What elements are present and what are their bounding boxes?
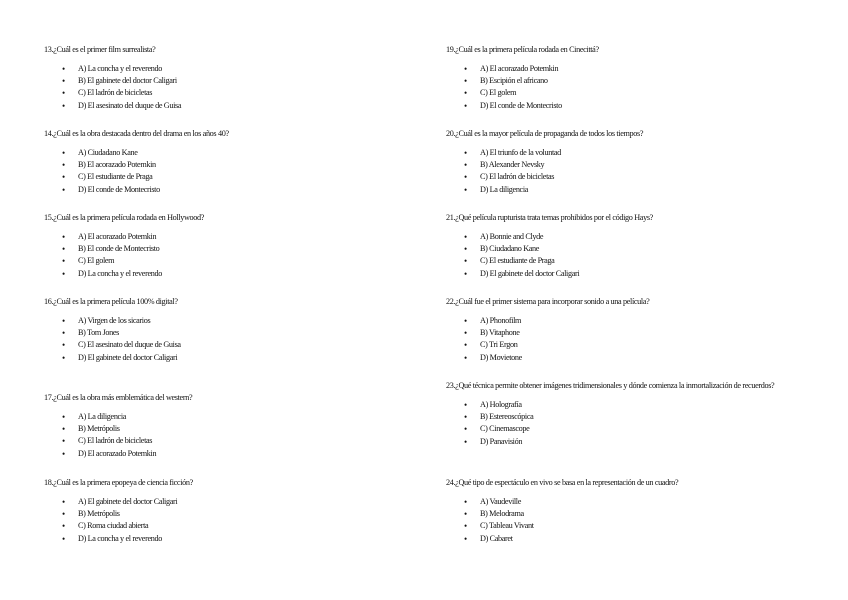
answer-option xyxy=(44,411,404,423)
answer-option-label: A) Holografía xyxy=(480,400,522,409)
question-block xyxy=(44,45,404,112)
bullet-icon: • xyxy=(62,533,65,544)
answer-option-label: C) Tri Ergon xyxy=(480,340,518,350)
question-block xyxy=(446,381,816,448)
answer-option xyxy=(446,496,816,508)
bullet-icon: • xyxy=(464,88,467,99)
question-block xyxy=(44,213,404,280)
bullet-icon: • xyxy=(464,172,467,183)
answer-option xyxy=(446,423,816,435)
question-text: 23.¿Qué técnica permite obtener imágenes tridimensionales y dónde comienza la inmortalización de recuerdos? xyxy=(446,381,775,390)
bullet-icon: • xyxy=(62,184,65,195)
answer-option-label: D) El acorazado Potemkin xyxy=(78,448,157,458)
answer-option-label: D) El gabinete del doctor Caligari xyxy=(480,268,580,278)
answer-option xyxy=(44,159,404,171)
answer-option xyxy=(446,533,816,545)
answer-option-label: D) El asesinato del duque de Guisa xyxy=(78,100,182,110)
answer-option-label: B) Metrópolis xyxy=(78,424,120,434)
answer-option xyxy=(446,75,816,87)
question-text: 13.¿Cuál es el primer film surrealista? xyxy=(44,45,156,54)
answer-option xyxy=(44,243,404,255)
bullet-icon: • xyxy=(464,316,467,326)
bullet-icon: • xyxy=(464,533,467,544)
bullet-icon: • xyxy=(464,268,467,279)
bullet-icon: • xyxy=(464,424,467,435)
bullet-icon: • xyxy=(464,328,467,339)
answer-option xyxy=(446,100,816,112)
answer-option-label: A) Bonnie and Clyde xyxy=(480,232,544,241)
bullet-icon: • xyxy=(62,424,65,435)
answer-option-label: B) El gabinete del doctor Caligari xyxy=(78,76,177,86)
answer-option-label: D) Cabaret xyxy=(480,533,513,543)
answer-option-label: A) El acorazado Potemkin xyxy=(78,232,157,241)
answer-option-label: A) El acorazado Potemkin xyxy=(480,64,559,73)
answer-options-list xyxy=(446,147,816,196)
answer-option xyxy=(44,423,404,435)
bullet-icon: • xyxy=(62,497,65,507)
answer-option xyxy=(44,231,404,243)
question-block xyxy=(446,213,816,280)
bullet-icon: • xyxy=(464,232,467,242)
answer-option-label: A) El triunfo de la voluntad xyxy=(480,148,561,157)
bullet-icon: • xyxy=(464,256,467,267)
bullet-icon: • xyxy=(62,328,65,339)
answer-option-label: C) El golem xyxy=(480,88,517,98)
answer-option xyxy=(446,255,816,267)
question-text: 16.¿Cuál es la primera película 100% digital? xyxy=(44,297,178,306)
bullet-icon: • xyxy=(62,352,65,363)
answer-option-label: A) El gabinete del doctor Caligari xyxy=(78,497,178,506)
answer-option-label: B) Escipión el africano xyxy=(480,76,548,86)
answer-option xyxy=(446,243,816,255)
answer-option xyxy=(44,100,404,112)
bullet-icon: • xyxy=(62,244,65,255)
bullet-icon: • xyxy=(62,509,65,520)
answer-option xyxy=(446,171,816,183)
answer-option xyxy=(446,436,816,448)
answer-option-label: B) Metrópolis xyxy=(78,509,120,519)
answer-options-list xyxy=(446,63,816,112)
answer-options-list xyxy=(44,63,404,112)
bullet-icon: • xyxy=(464,521,467,532)
answer-option xyxy=(446,411,816,423)
bullet-icon: • xyxy=(464,352,467,363)
answer-option xyxy=(446,339,816,351)
answer-option-label: B) El acorazado Potemkin xyxy=(78,160,156,170)
bullet-icon: • xyxy=(62,88,65,99)
answer-options-list xyxy=(44,411,404,460)
answer-option xyxy=(44,63,404,75)
answer-option-label: B) Estereoscópica xyxy=(480,412,534,422)
answer-option-label: B) El conde de Montecristo xyxy=(78,244,160,254)
answer-option-label: D) Movietone xyxy=(480,352,522,362)
question-text: 20.¿Cuál es la mayor película de propaganda de todos los tiempos? xyxy=(446,129,644,138)
bullet-icon: • xyxy=(62,64,65,74)
answer-options-list xyxy=(446,399,816,448)
answer-option xyxy=(446,508,816,520)
answer-option xyxy=(446,520,816,532)
bullet-icon: • xyxy=(62,340,65,351)
answer-option xyxy=(44,75,404,87)
question-block xyxy=(446,45,816,112)
answer-options-list xyxy=(446,231,816,280)
answer-option-label: B) Vitaphone xyxy=(480,328,520,338)
answer-option xyxy=(44,255,404,267)
answer-option xyxy=(44,496,404,508)
answer-option xyxy=(446,268,816,280)
answer-option xyxy=(446,327,816,339)
answer-option-label: D) El conde de Montecristo xyxy=(78,184,160,194)
answer-option-label: A) Vaudeville xyxy=(480,497,521,506)
bullet-icon: • xyxy=(464,64,467,74)
question-text: 19.¿Cuál es la primera película rodada en Cinecittá? xyxy=(446,45,599,54)
bullet-icon: • xyxy=(464,412,467,423)
bullet-icon: • xyxy=(464,160,467,171)
answer-options-list xyxy=(44,147,404,196)
answer-option-label: C) El ladrón de bicicletas xyxy=(480,172,555,182)
answer-option xyxy=(446,147,816,159)
question-block xyxy=(44,393,404,460)
answer-option-label: C) Cinemascope xyxy=(480,424,530,434)
question-block xyxy=(446,478,816,545)
answer-option xyxy=(446,352,816,364)
answer-option-label: C) El estudiante de Praga xyxy=(480,256,555,266)
question-text: 15.¿Cuál es la primera película rodada en Hollywood? xyxy=(44,213,205,222)
question-text: 14.¿Cuál es la obra destacada dentro del drama en los años 40? xyxy=(44,129,229,138)
answer-option xyxy=(44,339,404,351)
bullet-icon: • xyxy=(62,172,65,183)
bullet-icon: • xyxy=(62,76,65,87)
answer-options-list xyxy=(446,315,816,364)
bullet-icon: • xyxy=(464,148,467,158)
answer-option xyxy=(44,508,404,520)
answer-option-label: B) Alexander Nevsky xyxy=(480,160,545,170)
answer-option-label: A) Ciudadano Kane xyxy=(78,148,138,157)
question-block xyxy=(44,297,404,364)
answer-option xyxy=(44,327,404,339)
question-block xyxy=(446,129,816,196)
answer-option xyxy=(446,63,816,75)
bullet-icon: • xyxy=(62,316,65,326)
answer-option-label: C) Roma ciudad abierta xyxy=(78,521,149,531)
answer-option-label: D) Panavisión xyxy=(480,436,523,446)
answer-option xyxy=(44,87,404,99)
question-text: 17.¿Cuál es la obra más emblemática del western? xyxy=(44,393,193,402)
answer-option-label: D) El conde de Montecristo xyxy=(480,100,562,110)
bullet-icon: • xyxy=(62,448,65,459)
answer-option-label: C) Tableau Vivant xyxy=(480,521,534,531)
question-block xyxy=(446,297,816,364)
answer-option xyxy=(446,184,816,196)
answer-option-label: A) La diligencia xyxy=(78,412,127,421)
bullet-icon: • xyxy=(62,148,65,158)
answer-option xyxy=(44,315,404,327)
answer-options-list xyxy=(44,231,404,280)
answer-option-label: D) La concha y el reverendo xyxy=(78,533,162,543)
answer-option xyxy=(44,448,404,460)
bullet-icon: • xyxy=(62,160,65,171)
answer-option-label: C) El golem xyxy=(78,256,115,266)
answer-options-list xyxy=(446,496,816,545)
answer-option xyxy=(446,399,816,411)
answer-option-label: A) La concha y el reverendo xyxy=(78,64,162,73)
answer-option xyxy=(446,315,816,327)
bullet-icon: • xyxy=(62,232,65,242)
bullet-icon: • xyxy=(464,244,467,255)
answer-option-label: C) El estudiante de Praga xyxy=(78,172,153,182)
question-text: 24.¿Qué tipo de espectáculo en vivo se basa en la representación de un cuadro? xyxy=(446,478,679,487)
bullet-icon: • xyxy=(464,497,467,507)
bullet-icon: • xyxy=(62,268,65,279)
answer-option-label: B) Melodrama xyxy=(480,509,524,519)
bullet-icon: • xyxy=(464,340,467,351)
answer-option-label: B) Tom Jones xyxy=(78,328,120,338)
answer-option-label: A) Virgen de los sicarios xyxy=(78,316,151,325)
bullet-icon: • xyxy=(62,521,65,532)
bullet-icon: • xyxy=(464,184,467,195)
bullet-icon: • xyxy=(62,436,65,447)
question-block xyxy=(44,478,404,545)
bullet-icon: • xyxy=(464,400,467,410)
answer-option xyxy=(44,435,404,447)
question-text: 21.¿Qué película rupturista trata temas prohibidos por el código Hays? xyxy=(446,213,653,222)
bullet-icon: • xyxy=(464,76,467,87)
bullet-icon: • xyxy=(62,256,65,267)
answer-option xyxy=(44,352,404,364)
answer-option-label: D) La concha y el reverendo xyxy=(78,268,162,278)
answer-option-label: D) La diligencia xyxy=(480,184,529,194)
bullet-icon: • xyxy=(464,509,467,520)
answer-option-label: C) El ladrón de bicicletas xyxy=(78,88,153,98)
question-text: 22.¿Cuál fue el primer sistema para incorporar sonido a una película? xyxy=(446,297,650,306)
bullet-icon: • xyxy=(62,412,65,422)
answer-option-label: B) Ciudadano Kane xyxy=(480,244,540,254)
question-block xyxy=(44,129,404,196)
answer-option xyxy=(44,268,404,280)
question-text: 18.¿Cuál es la primera epopeya de ciencia ficción? xyxy=(44,478,193,487)
bullet-icon: • xyxy=(464,436,467,447)
answer-option xyxy=(44,184,404,196)
answer-option-label: C) El asesinato del duque de Guisa xyxy=(78,340,181,350)
bullet-icon: • xyxy=(464,100,467,111)
answer-option xyxy=(44,147,404,159)
answer-option-label: C) El ladrón de bicicletas xyxy=(78,436,153,446)
answer-option xyxy=(446,87,816,99)
answer-option xyxy=(446,231,816,243)
answer-option xyxy=(446,159,816,171)
answer-option xyxy=(44,171,404,183)
answer-options-list xyxy=(44,315,404,364)
answer-option-label: A) Phonofilm xyxy=(480,316,522,325)
bullet-icon: • xyxy=(62,100,65,111)
answer-option-label: D) El gabinete del doctor Caligari xyxy=(78,352,178,362)
answer-options-list xyxy=(44,496,404,545)
answer-option xyxy=(44,520,404,532)
answer-option xyxy=(44,533,404,545)
